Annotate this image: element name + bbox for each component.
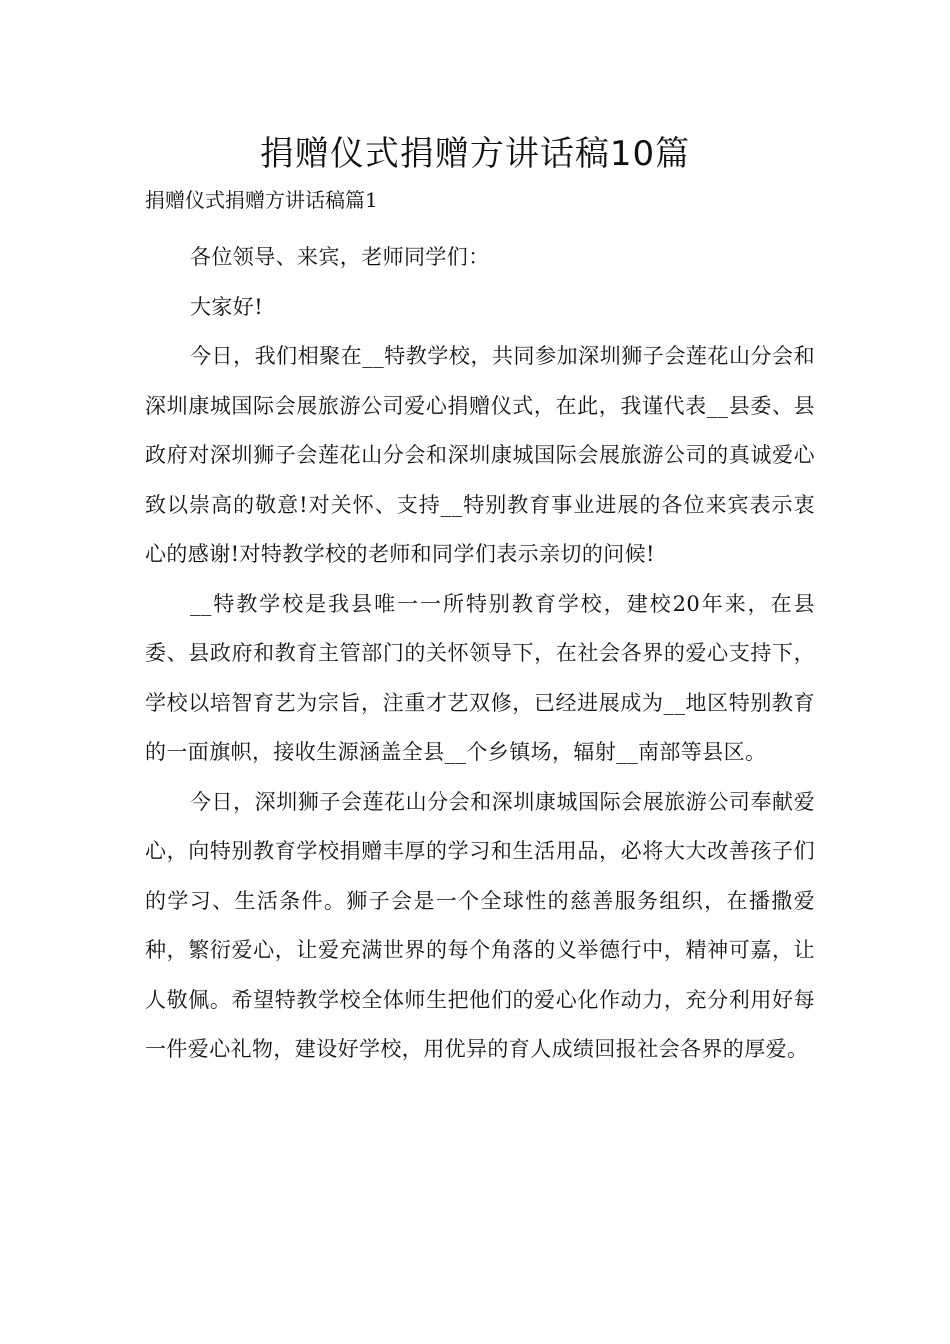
- paragraph-greeting: 各位领导、来宾，老师同学们：: [190, 245, 490, 269]
- document-body: [145, 233, 815, 1075]
- paragraph-hello: 大家好!: [190, 294, 264, 319]
- paragraph-donation: 今日，深圳狮子会莲花山分会和深圳康城国际会展旅游公司奉献爱心，向特别教育学校捐赠丰厚的学习和生活用品，必将大大改善孩子们的学习、生活条件。狮子会是一个全球性的慈善服务组织，在播撒爱种，繁衍爱心，让爱充满世界的每个角落的义举德行中，精神可嘉，让人敬佩。希望特教学校全体师生把他们的爱心化作动力，充分利用好每一件爱心礼物，建设好学校，用优异的育人成绩回报社会各界的厚爱。: [145, 789, 815, 1061]
- paragraph-opening: 今日，我们相聚在__特教学校，共同参加深圳狮子会莲花山分会和深圳康城国际会展旅游公司爱心捐赠仪式，在此，我谨代表__县委、县政府对深圳狮子会莲花山分会和深圳康城国际会展旅游公司的真诚爱心致以崇高的敬意!对关怀、支持__特别教育事业进展的各位来宾表示衷心的感谢!对特教学校的老师和同学们表示亲切的问候!: [145, 344, 815, 566]
- document-title: 捐赠仪式捐赠方讲话稿10篇: [259, 134, 691, 174]
- paragraph-school-intro: __特教学校是我县唯一一所特别教育学校，建校20年来，在县委、县政府和教育主管部门的关怀领导下，在社会各界的爱心支持下，学校以培智育艺为宗旨，注重才艺双修，已经进展成为__地区特别教育的一面旗帜，接收生源涵盖全县__个乡镇场，辐射__南部等县区。: [145, 591, 815, 764]
- document-subtitle: 捐赠仪式捐赠方讲话稿篇1: [145, 188, 378, 212]
